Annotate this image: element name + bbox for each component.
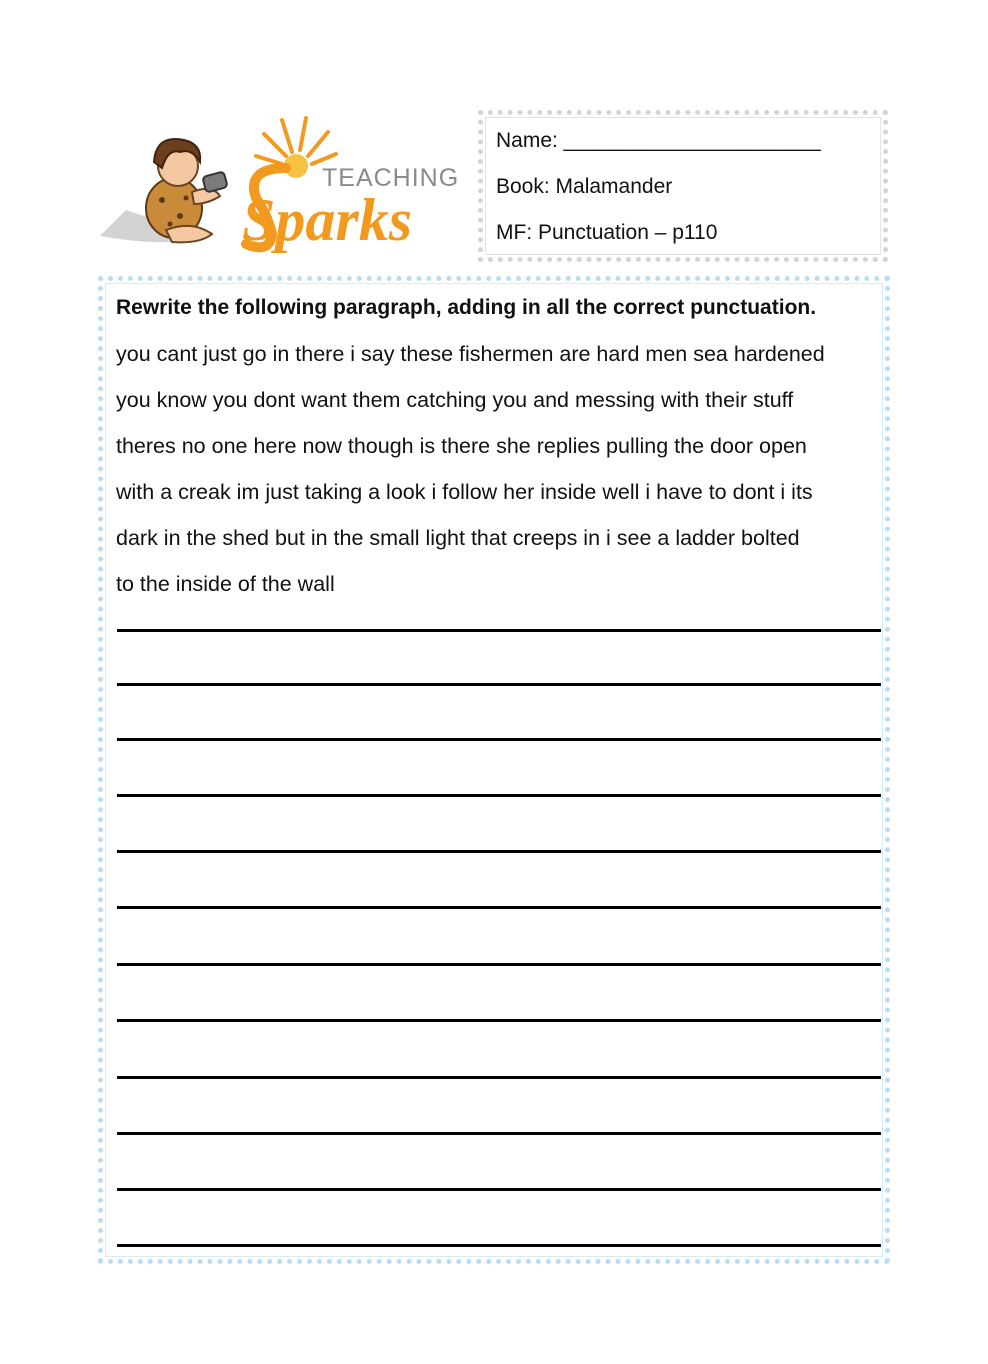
writing-line-3[interactable]: [117, 738, 881, 741]
writing-line-9[interactable]: [117, 1076, 881, 1079]
writing-line-8[interactable]: [117, 1019, 881, 1022]
worksheet-box: [98, 276, 890, 1264]
teaching-sparks-logo: [96, 112, 464, 262]
paragraph-line: you cant just go in there i say these fishermen are hard men sea hardened: [116, 342, 825, 366]
writing-line-4[interactable]: [117, 794, 881, 797]
paragraph-line: theres no one here now though is there she replies pulling the door open: [116, 434, 807, 458]
student-info-box: [478, 110, 888, 262]
instruction-heading: Rewrite the following paragraph, adding in all the correct punctuation.: [116, 296, 817, 319]
paragraph-line: to the inside of the wall: [116, 572, 335, 596]
paragraph-line: you know you dont want them catching you and messing with their stuff: [116, 388, 794, 412]
writing-line-11[interactable]: [117, 1188, 881, 1191]
writing-line-10[interactable]: [117, 1132, 881, 1135]
writing-line-1[interactable]: [117, 629, 881, 632]
writing-line-12[interactable]: [117, 1244, 881, 1247]
mf-label: MF: Punctuation – p110: [496, 221, 718, 244]
logo-line2: Sparks: [242, 187, 413, 253]
caveman-mascot-icon: [96, 112, 464, 262]
writing-line-6[interactable]: [117, 906, 881, 909]
name-field-label[interactable]: Name: ______________________: [496, 129, 821, 152]
writing-line-2[interactable]: [117, 683, 881, 686]
writing-line-7[interactable]: [117, 963, 881, 966]
logo-line1: TEACHING: [322, 164, 460, 192]
book-label: Book: Malamander: [496, 175, 673, 198]
paragraph-line: with a creak im just taking a look i follow her inside well i have to dont i its: [116, 480, 813, 504]
unpunctuated-paragraph: [116, 339, 886, 615]
paragraph-line: dark in the shed but in the small light that creeps in i see a ladder bolted: [116, 526, 800, 550]
writing-line-5[interactable]: [117, 850, 881, 853]
